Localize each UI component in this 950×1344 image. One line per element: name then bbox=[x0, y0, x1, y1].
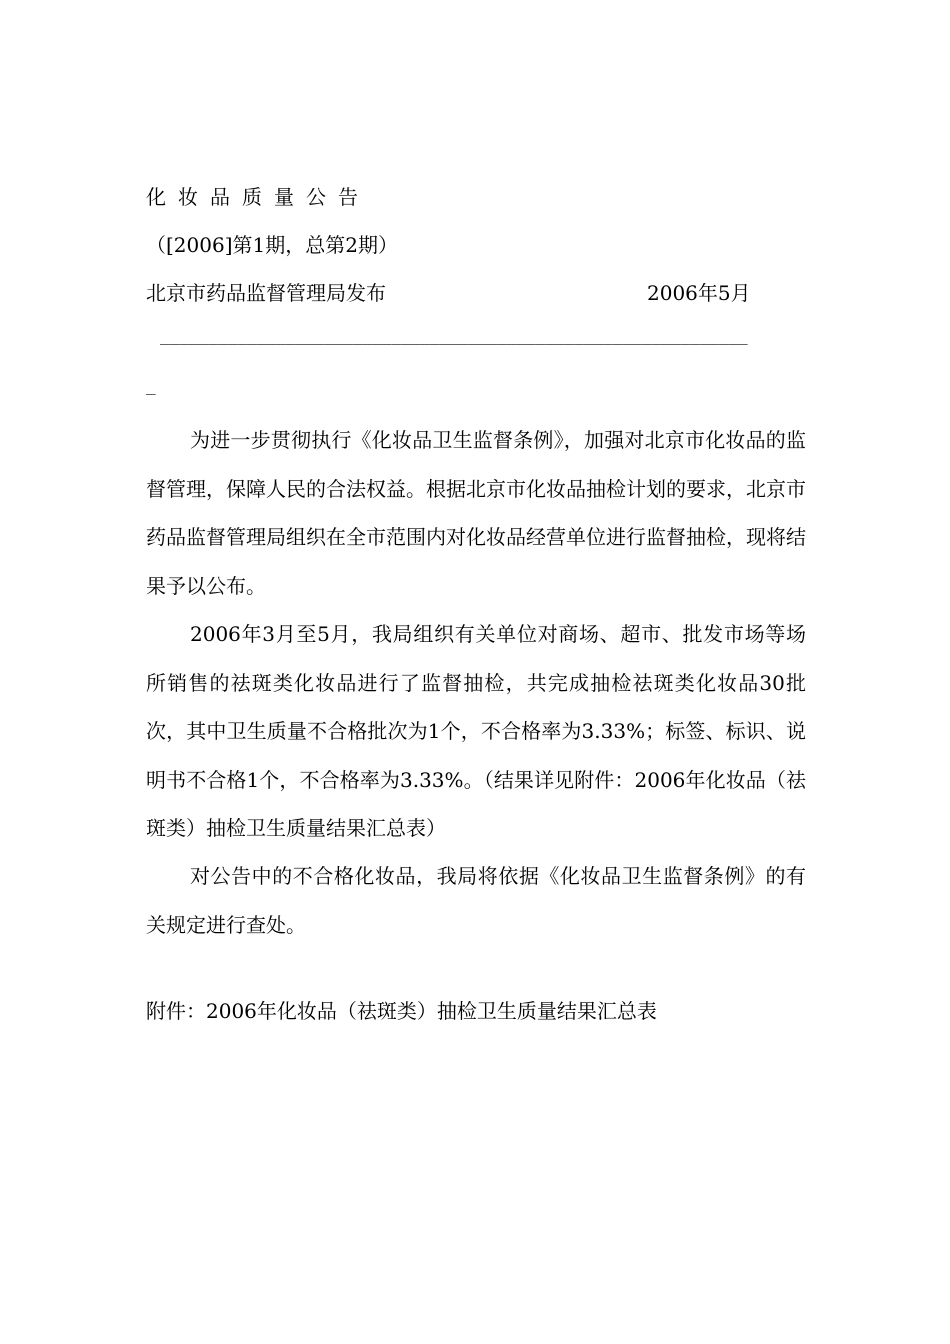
issue-number: （[2006]第1期，总第2期） bbox=[146, 233, 398, 257]
divider-rule: _____________________________________________________________ bbox=[160, 326, 748, 345]
body-paragraph-2: 2006年3月至5月，我局组织有关单位对商场、超市、批发市场等场所销售的祛斑类化妆品进行了监督抽检，共完成抽检祛斑类化妆品30批次，其中卫生质量不合格批次为1个，不合格率为3.33%；标签、标识、说明书不合格1个，不合格率为3.33%。（结果详见附件：2006年化妆品（祛斑类）抽检卫生质量结果汇总表） bbox=[146, 622, 806, 840]
publisher: 北京市药品监督管理局发布 bbox=[146, 281, 386, 305]
divider-rule-tail: _ bbox=[146, 376, 156, 395]
attachment-label: 附件：2006年化妆品（祛斑类）抽检卫生质量结果汇总表 bbox=[146, 999, 657, 1023]
body-paragraph-3: 对公告中的不合格化妆品，我局将依据《化妆品卫生监督条例》的有关规定进行查处。 bbox=[146, 864, 806, 937]
publication-date: 2006年5月 bbox=[647, 281, 751, 305]
body-paragraph-1: 为进一步贯彻执行《化妆品卫生监督条例》，加强对北京市化妆品的监督管理，保障人民的合法权益。根据北京市化妆品抽检计划的要求，北京市药品监督管理局组织在全市范围内对化妆品经营单位进行监督抽检，现将结果予以公布。 bbox=[146, 428, 806, 598]
document-title: 化妆品质量公告 bbox=[146, 185, 370, 209]
